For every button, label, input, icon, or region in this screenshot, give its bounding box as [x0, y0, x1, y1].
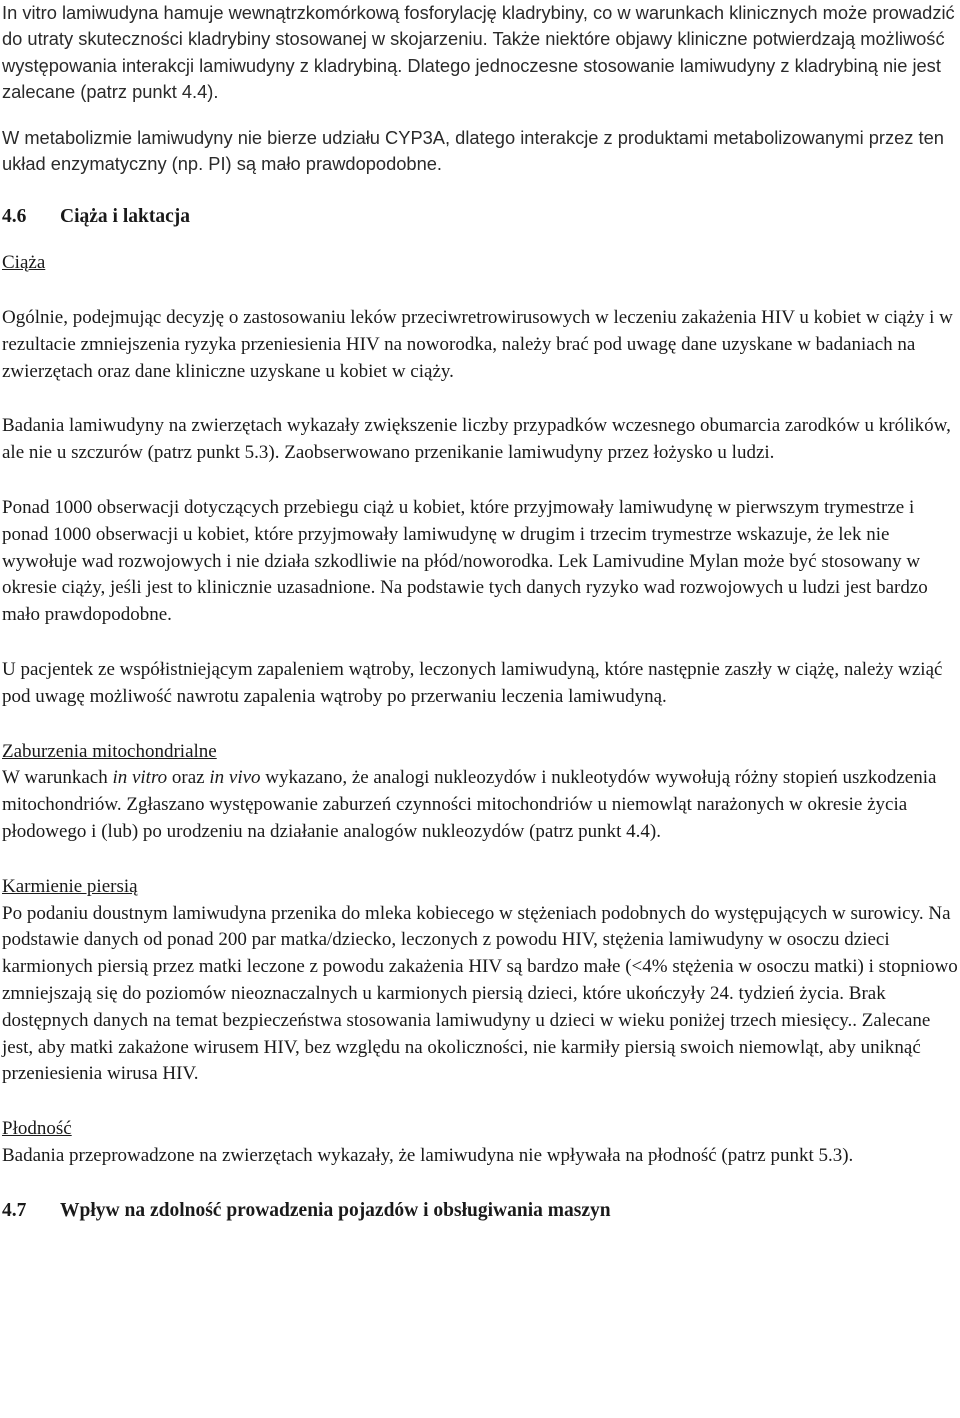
- pregnancy-paragraph-4: U pacjentek ze współistniejącym zapaleniem wątroby, leczonych lamiwudyną, które następnie zaszły w ciążę, należy wziąć pod uwagę możliwość nawrotu zapalenia wątroby po przerwaniu leczenia lamiwudyną.: [2, 659, 943, 707]
- mitochondrial-paragraph: W warunkach in vitro oraz in vivo wykazano, że analogi nukleozydów i nukleotydów wywołują różny stopień uszkodzenia mitochondriów. Zgłaszano występowanie zaburzeń czynności mitochondriów u niemowląt narażonych w okresie życia płodowego i (lub) po urodzeniu na działanie analogów nukleozydów (patrz punkt 4.4).: [2, 767, 937, 842]
- interaction-paragraph-cyp3a: W metabolizmie lamiwudyny nie bierze udziału CYP3A, dlatego interakcje z produktami metabolizowanymi przez ten układ enzymatyczny (np. PI) są mało prawdopodobne.: [2, 126, 944, 175]
- section-title: Wpływ na zdolność prowadzenia pojazdów i obsługiwania maszyn: [60, 1199, 611, 1221]
- in-vitro-term: in vitro: [112, 767, 168, 789]
- section-title: Ciąża i laktacja: [60, 206, 190, 228]
- fertility-paragraph: Badania przeprowadzone na zwierzętach wykazały, że lamiwudyna nie wpływała na płodność (patrz punkt 5.3).: [2, 1144, 854, 1166]
- section-heading-4-7: [2, 1198, 960, 1225]
- pregnancy-paragraph-3: Ponad 1000 obserwacji dotyczących przebiegu ciąż u kobiet, które przyjmowały lamiwudynę w pierwszym trymestrze i ponad 1000 obserwacji u kobiet, które przyjmowały lamiwudynę w drugim i trzecim trymestrze wskazuje, że lek nie wywołuje wad rozwojowych i nie działa szkodliwie na płód/noworodka. Lek Lamivudine Mylan może być stosowany w okresie ciąży, jeśli jest to klinicznie uzasadnione. Na podstawie tych danych ryzyko wad rozwojowych u ludzi jest bardzo mało prawdopodobne.: [2, 497, 928, 626]
- subheading-fertility: Płodność: [2, 1118, 72, 1140]
- subheading-mitochondrial: Zaburzenia mitochondrialne: [2, 740, 217, 762]
- pregnancy-paragraph-1: Ogólnie, podejmując decyzję o zastosowaniu leków przeciwretrowirusowych w leczeniu zakażenia HIV u kobiet w ciąży i w rezultacie zmniejszenia ryzyka przeniesienia HIV na noworodka, należy brać pod uwagę dane uzyskane w badaniach na zwierzętach oraz dane kliniczne uzyskane u kobiet w ciąży.: [2, 307, 953, 382]
- pregnancy-paragraph-2: Badania lamiwudyny na zwierzętach wykazały zwiększenie liczby przypadków wczesnego obumarcia zarodków u królików, ale nie u szczurów (patrz punkt 5.3). Zaobserwowano przenikanie lamiwudyny przez łożysko u ludzi.: [2, 415, 951, 464]
- section-number: 4.6: [2, 206, 27, 228]
- in-vivo-term: in vivo: [209, 767, 261, 789]
- subheading-pregnancy: Ciąża: [2, 252, 46, 274]
- section-heading-4-6: [2, 204, 960, 231]
- interaction-paragraph-cladribine: In vitro lamiwudyna hamuje wewnątrzkomórkową fosforylację kladrybiny, co w warunkach klinicznych może prowadzić do utraty skuteczności kladrybiny stosowanej w skojarzeniu. Także niektóre objawy kliniczne potwierdzają możliwość występowania interakcji lamiwudyny z kladrybiną. Dlatego jednoczesne stosowanie lamiwudyny z kladrybiną nie jest zalecane (patrz punkt 4.4).: [2, 2, 955, 103]
- breastfeeding-paragraph: Po podaniu doustnym lamiwudyna przenika do mleka kobiecego w stężeniach podobnych do występujących w surowicy. Na podstawie danych od ponad 200 par matka/dziecko, leczonych z powodu HIV, stężenia lamiwudyny w osoczu dzieci karmionych piersią przez matki leczone z powodu zakażenia HIV są bardzo małe (<4% stężenia w osoczu matki) i stopniowo zmniejszają się do poziomów nieoznaczalnych u karmionych piersią dzieci, które ukończyły 24. tydzień życia. Brak dostępnych danych na temat bezpieczeństwa stosowania lamiwudyny u dzieci w wieku poniżej trzech miesięcy.. Zalecane jest, aby matki zakażone wirusem HIV, bez względu na okoliczności, nie karmiły piersią swoich niemowląt, aby uniknąć przeniesienia wirusa HIV.: [2, 902, 958, 1085]
- subheading-breastfeeding: Karmienie piersią: [2, 875, 138, 897]
- section-number: 4.7: [2, 1199, 27, 1221]
